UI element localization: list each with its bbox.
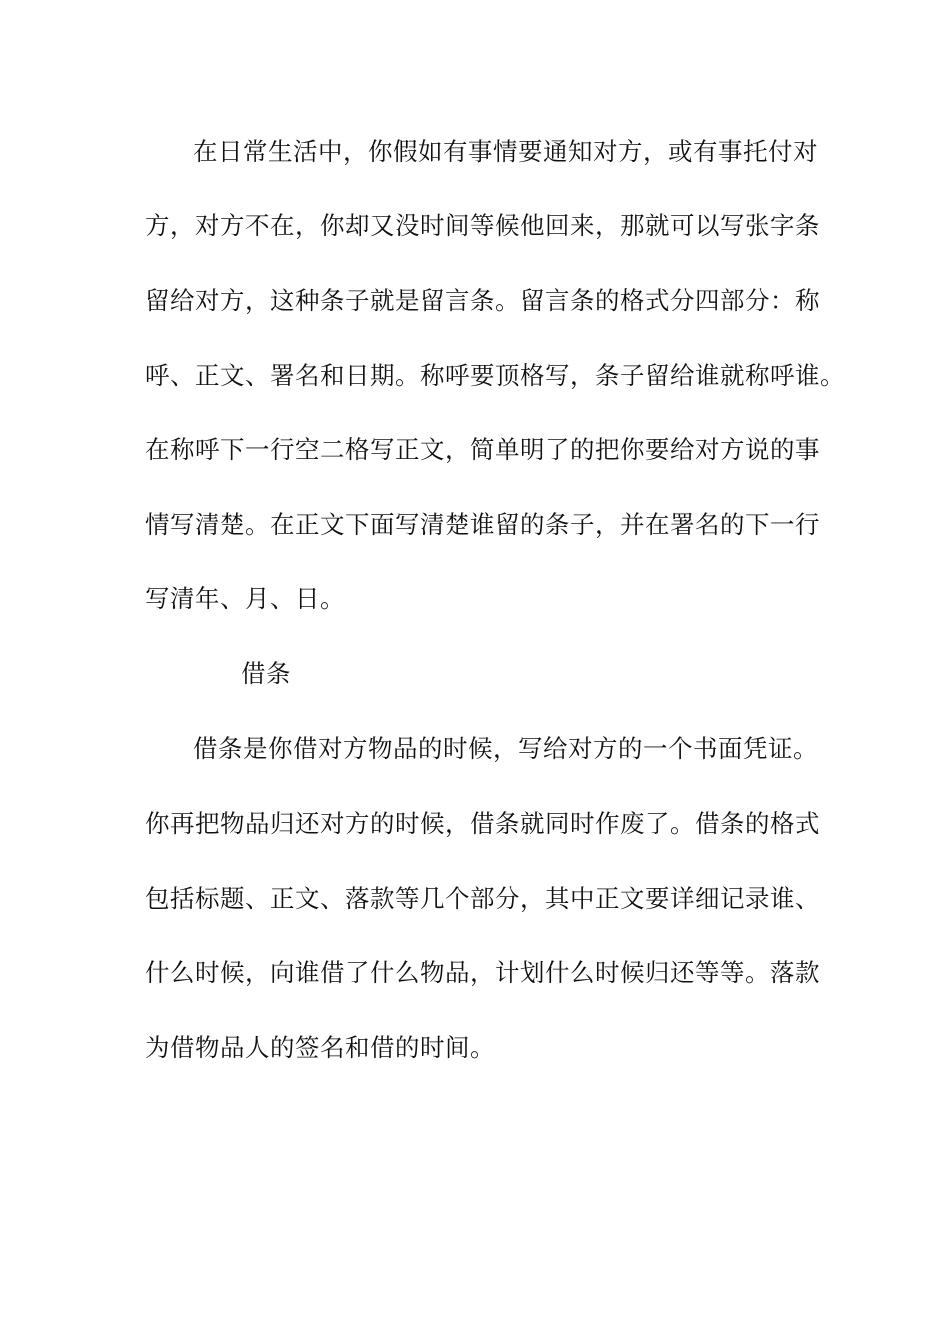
paragraph-line: 在称呼下一行空二格写正文，简单明了的把你要给对方说的事 xyxy=(145,435,820,464)
paragraph-line: 写清年、月、日。 xyxy=(145,584,345,613)
section-title: 借条 xyxy=(241,659,291,688)
paragraph-line: 情写清楚。在正文下面写清楚谁留的条子，并在署名的下一行 xyxy=(145,510,820,539)
paragraph-line: 为借物品人的签名和借的时间。 xyxy=(145,1033,495,1062)
paragraph-line: 你再把物品归还对方的时候，借条就同时作废了。借条的格式 xyxy=(145,809,820,838)
paragraph-line: 呼、正文、署名和日期。称呼要顶格写，条子留给谁就称呼谁。 xyxy=(145,361,845,390)
paragraph-line: 在日常生活中，你假如有事情要通知对方，或有事托付对 xyxy=(193,137,818,166)
paragraph-line: 留给对方，这种条子就是留言条。留言条的格式分四部分：称 xyxy=(145,286,820,315)
paragraph-line: 什么时候，向谁借了什么物品，计划什么时候归还等等。落款 xyxy=(145,958,820,987)
paragraph-line: 方，对方不在，你却又没时间等候他回来，那就可以写张字条 xyxy=(145,211,820,240)
paragraph-line: 借条是你借对方物品的时候，写给对方的一个书面凭证。 xyxy=(193,734,818,763)
paragraph-line: 包括标题、正文、落款等几个部分，其中正文要详细记录谁、 xyxy=(145,884,820,913)
